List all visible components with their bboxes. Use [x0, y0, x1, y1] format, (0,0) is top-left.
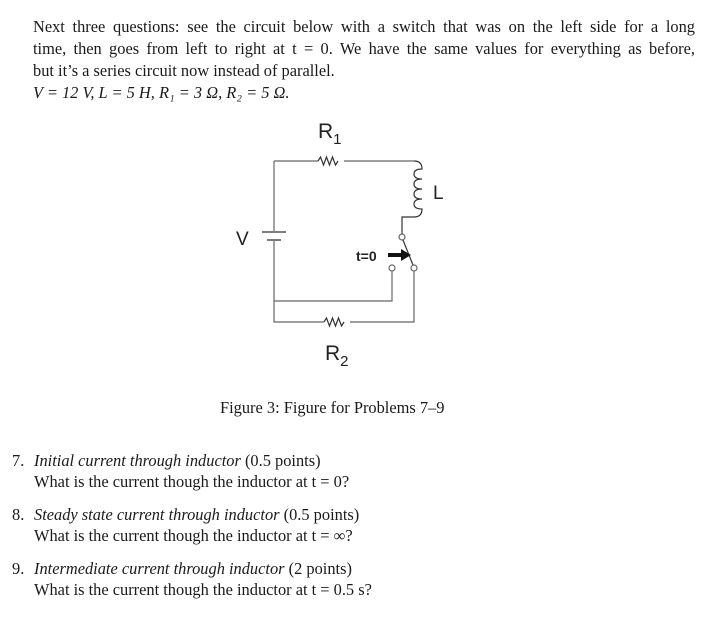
resistor-r1 [318, 157, 338, 165]
question-title: Steady state current through inductor [34, 505, 280, 524]
question-points: (0.5 points) [244, 451, 321, 470]
question-number: 8. [12, 505, 25, 524]
question-number: 7. [12, 451, 25, 470]
question-number: 9. [12, 559, 25, 578]
question-title: Intermediate current through inductor [34, 559, 285, 578]
intro-line-2: time, then goes from left to right at t = 0. We have the same values for everything as before, [33, 39, 695, 58]
question-7 [12, 450, 612, 492]
question-points: (0.5 points) [283, 505, 360, 524]
question-points: (2 points) [288, 559, 352, 578]
battery-source [262, 232, 286, 240]
source-label: V [236, 229, 249, 250]
intro-line-1: Next three questions: see the circuit below with a switch that was on the left side for a long [33, 17, 695, 36]
switch-label: t=0 [356, 248, 377, 264]
question-9 [12, 558, 612, 600]
r1-label: $R_1$ [318, 120, 342, 148]
switch-left-terminal [389, 265, 395, 271]
r2-label: $R_2$ [325, 342, 349, 370]
switch-right-terminal [411, 265, 417, 271]
switch-common-terminal [399, 234, 405, 240]
question-text: What is the current though the inductor at t = 0? [34, 472, 350, 491]
question-title: Initial current through inductor [34, 451, 241, 470]
question-text: What is the current though the inductor at t = ∞? [34, 526, 353, 545]
resistor-r2 [324, 318, 344, 326]
question-8 [12, 504, 612, 546]
question-list [12, 450, 612, 612]
question-text: What is the current though the inductor at t = 0.5 s? [34, 580, 372, 599]
figure-caption: Figure 3: Figure for Problems 7–9 [220, 398, 445, 417]
wire-switch-right [350, 271, 414, 322]
intro-values: V = 12 V, L = 5 H, R₁ = 3 Ω, R₂ = 5 Ω. [33, 83, 290, 102]
wire-bottom-left [274, 241, 324, 322]
inductor-coil [402, 161, 422, 234]
inductor-label: L [433, 183, 444, 204]
wire-switch-left [274, 271, 392, 301]
intro-line-3: but it’s a series circuit now instead of parallel. [33, 61, 335, 80]
